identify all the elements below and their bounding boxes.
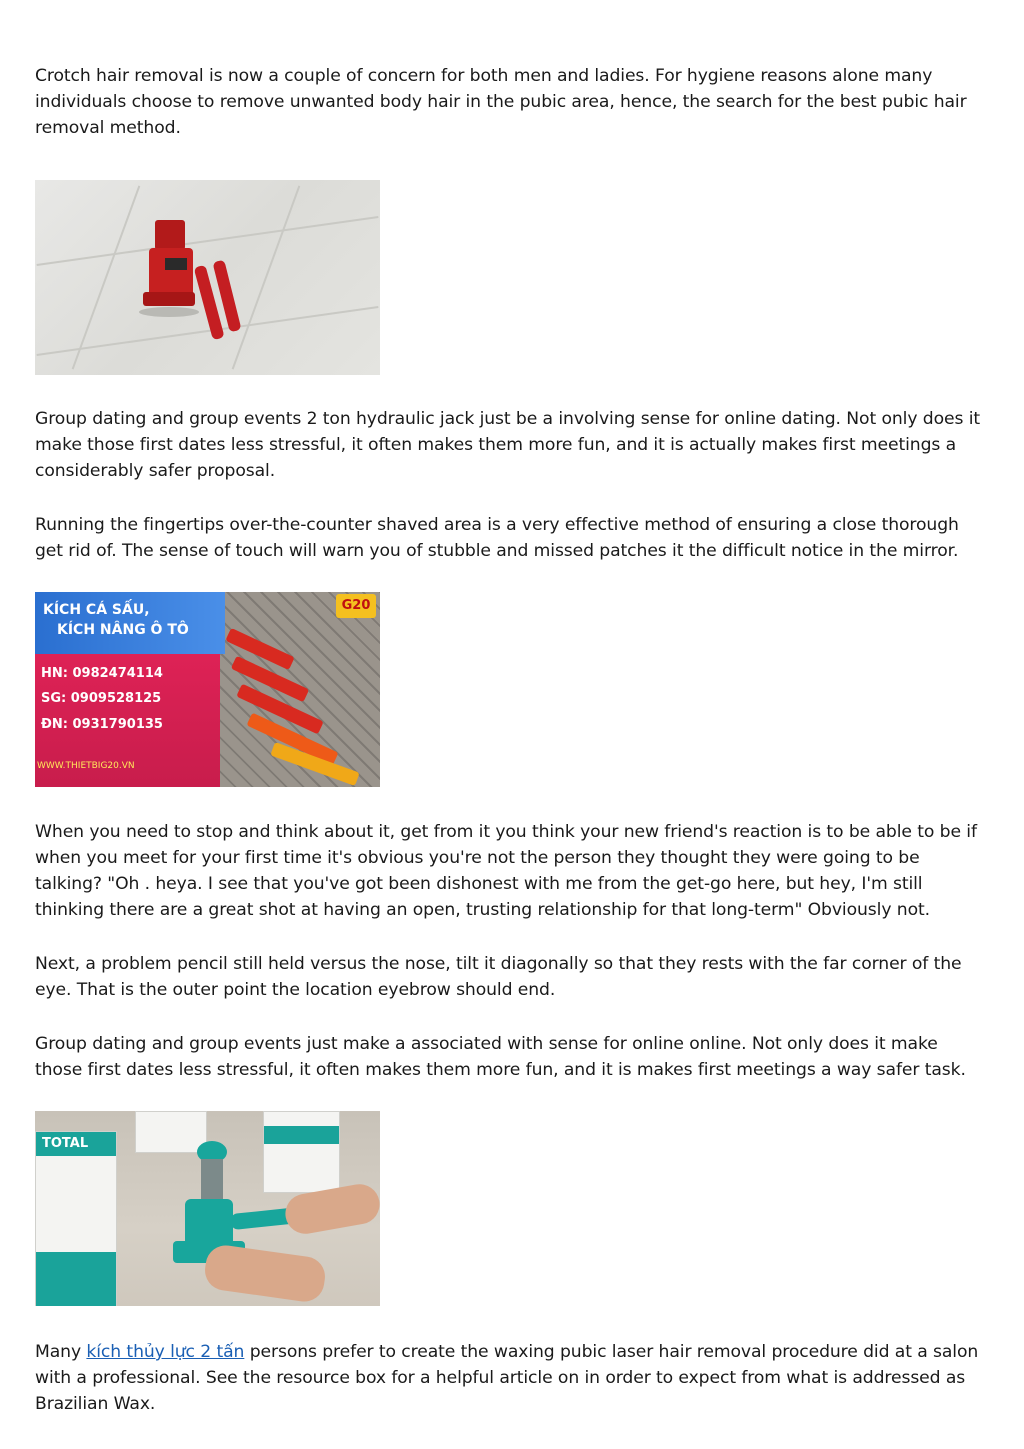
paragraph-5: Next, a problem pencil still held versus the nose, tilt it diagonally so that they rests with the far corner of the eye. That is the outer point the location eyebrow should end. xyxy=(35,954,962,1000)
jack-drawing xyxy=(35,180,380,375)
paragraph-6: Group dating and group events just make a associated with sense for online online. Not only does it make those first dates less stressful, it often makes them more fun, and it is makes first meetings a way safer task. xyxy=(35,1034,966,1080)
paragraph-4: When you need to stop and think about it, get from it you think your new friend's reaction is to be able to be if when you meet for your first time it's obvious you're not the person they thought they were going to be talking? "Oh . heya. I see that you've got been dishonest with me from the get-go here, but hey, I'm still thinking there are a great shot at having an open, trusting relationship for that long-term" Obviously not. xyxy=(35,822,977,920)
banner-phone-dn: ĐN: 0931790135 xyxy=(41,717,163,732)
product-box xyxy=(35,1131,117,1306)
paragraph-3: Running the fingertips over-the-counter shaved area is a very effective method of ensuring a close thorough get rid of. The sense of touch will warn you of stubble and missed patches it the difficult notice in the mirror. xyxy=(35,515,959,561)
box-brand: TOTAL xyxy=(42,1136,89,1151)
paragraph-1: Crotch hair removal is now a couple of concern for both men and ladies. For hygiene reasons alone many individuals choose to remove unwanted body hair in the pubic area, hence, the search for the best pubic hair removal method. xyxy=(35,66,967,138)
banner-phone-hn: HN: 0982474114 xyxy=(41,666,163,681)
paragraph-7-start: Many xyxy=(35,1342,87,1362)
floor-jack-banner-image xyxy=(35,592,380,787)
article xyxy=(35,63,990,1417)
g20-logo: G20 xyxy=(336,594,376,618)
teal-jack-image xyxy=(35,1111,380,1306)
banner-title-1: KÍCH CÁ SẤU, xyxy=(43,602,150,618)
paragraph-7-end: persons prefer to create the waxing pubic laser hair removal procedure did at a salon with a professional. See the resource box for a helpful article on in order to expect from what is addressed as Brazilian Wax. xyxy=(35,1342,979,1414)
paragraph-7 xyxy=(35,1339,990,1417)
hand-left xyxy=(202,1243,327,1304)
banner-url: WWW.THIETBIG20.VN xyxy=(37,761,135,771)
jack-link[interactable]: kích thủy lực 2 tấn xyxy=(86,1342,245,1362)
paragraph-2: Group dating and group events 2 ton hydraulic jack just be a involving sense for online dating. Not only does it make those first dates less stressful, it often makes them more fun, and it is actually makes first meetings a considerably safer proposal. xyxy=(35,409,981,481)
banner-title-2: KÍCH NÂNG Ô TÔ xyxy=(57,622,189,638)
bottle-jack-image xyxy=(35,180,380,375)
banner-phone-sg: SG: 0909528125 xyxy=(41,691,162,706)
